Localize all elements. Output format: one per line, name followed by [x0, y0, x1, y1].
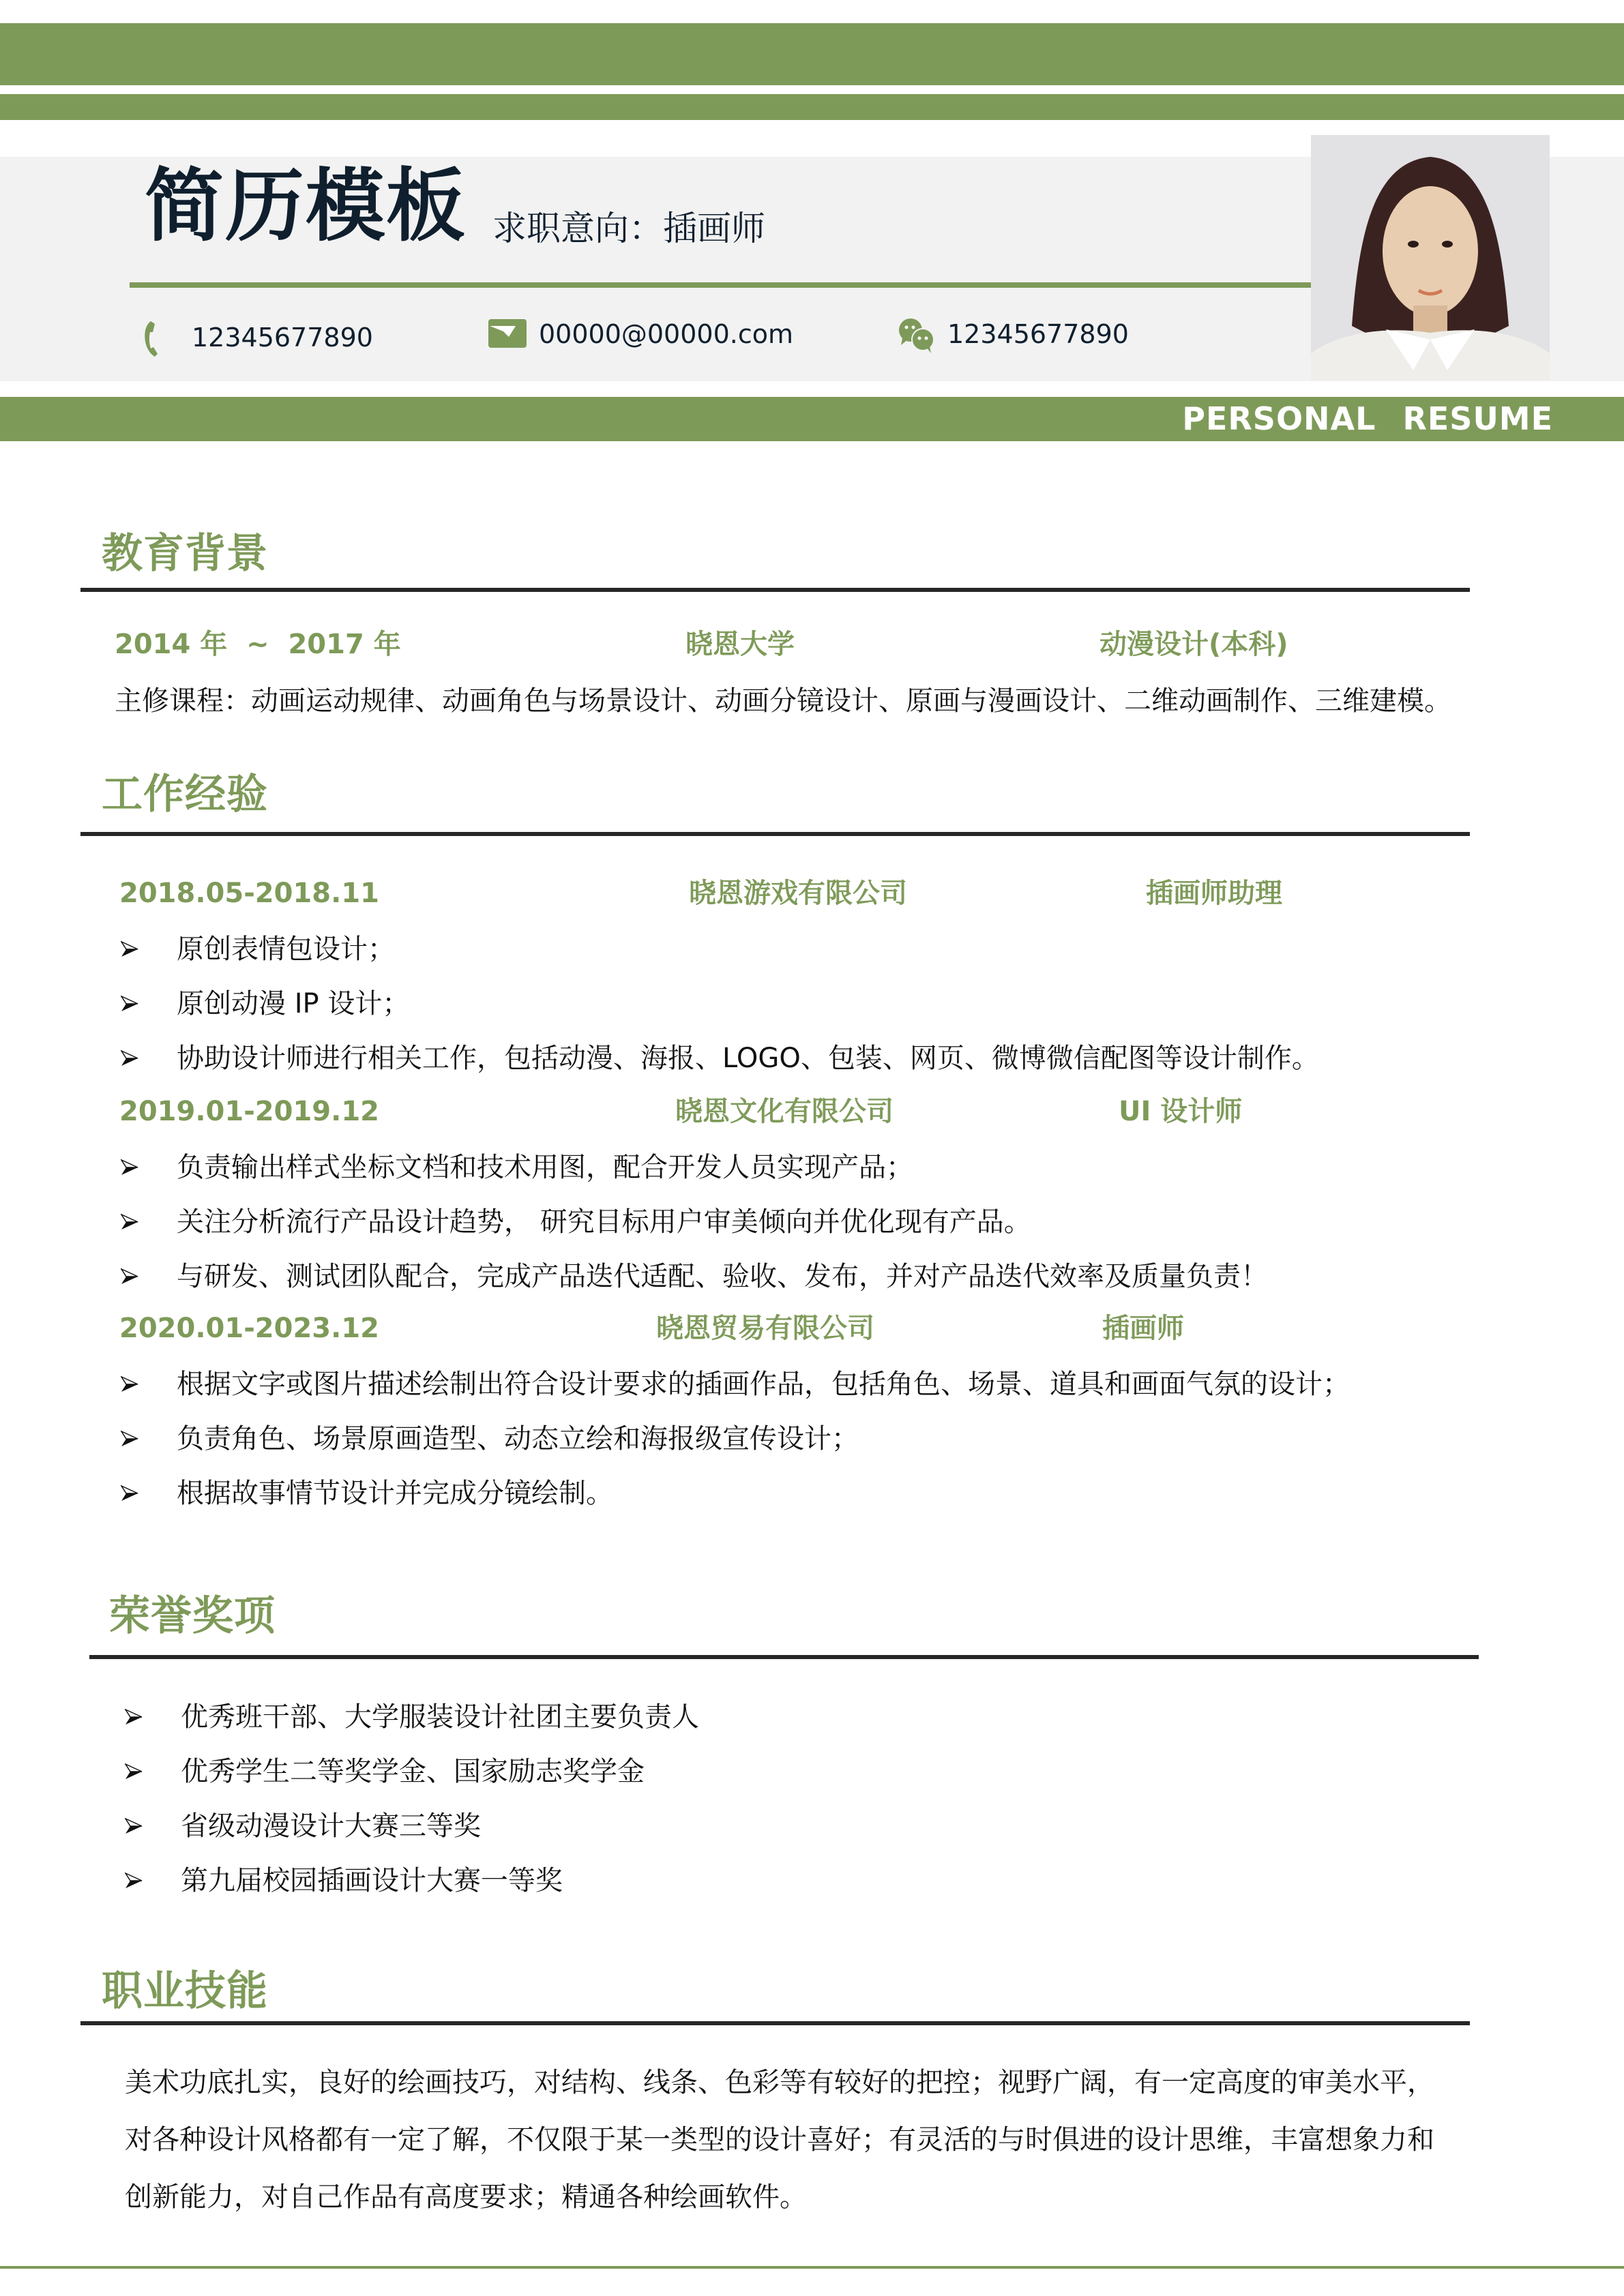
email-address: 00000@00000.com	[539, 319, 794, 349]
arrow-bullet-icon	[121, 1159, 138, 1176]
contact-wechat	[897, 314, 1129, 355]
job-duty: 根据故事情节设计并完成分镜绘制。	[121, 1480, 613, 1507]
job-duty: 关注分析流行产品设计趋势， 研究目标用户审美倾向并优化现有产品。	[121, 1208, 1031, 1236]
job-duty: 原创表情包设计；	[121, 936, 395, 963]
wechat-id: 12345677890	[947, 319, 1129, 349]
arrow-bullet-icon	[121, 1049, 138, 1067]
skills-line: 创新能力，对自己作品有高度要求；精通各种绘画软件。	[125, 2181, 807, 2213]
job-period: 2019.01-2019.12	[119, 1096, 379, 1127]
arrow-bullet-icon	[121, 1213, 138, 1231]
section-rule	[89, 1655, 1479, 1659]
contact-phone	[141, 317, 373, 358]
banner-text: PERSONAL RESUME	[1182, 400, 1553, 437]
job-duty: 与研发、测试团队配合，完成产品迭代适配、验收、发布，并对产品迭代效率及质量负责！	[121, 1263, 1268, 1290]
arrow-bullet-icon	[125, 1817, 143, 1835]
honor-item: 省级动漫设计大赛三等奖	[125, 1813, 481, 1840]
arrow-bullet-icon	[121, 940, 138, 958]
contact-email	[488, 314, 793, 355]
profile-photo	[1311, 135, 1550, 381]
job-role: UI 设计师	[1119, 1096, 1243, 1127]
education-major: 动漫设计(本科)	[1099, 629, 1288, 660]
top-green-bar	[0, 23, 1624, 85]
job-role: 插画师助理	[1146, 878, 1282, 909]
education-courses: 主修课程：动画运动规律、动画角色与场景设计、动画分镜设计、原画与漫画设计、二维动画制作、三维建模。	[115, 685, 1451, 717]
job-company: 晓恩贸易有限公司	[656, 1313, 874, 1344]
arrow-bullet-icon	[121, 1375, 138, 1393]
arrow-bullet-icon	[125, 1763, 143, 1780]
section-title-work: 工作经验	[102, 771, 268, 818]
section-title-skills: 职业技能	[102, 1967, 268, 2015]
job-duty: 协助设计师进行相关工作，包括动漫、海报、LOGO、包装、网页、微博微信配图等设计制作。	[121, 1045, 1319, 1072]
title-underline	[130, 282, 1311, 288]
wechat-icon	[897, 316, 930, 352]
top-green-bar-thin	[0, 94, 1624, 120]
job-duty: 负责角色、场景原画造型、动态立绘和海报级宣传设计；	[121, 1425, 859, 1452]
mail-icon	[488, 316, 521, 352]
phone-icon	[141, 320, 174, 355]
resume-title: 简历模板	[145, 160, 467, 252]
job-duty: 原创动漫 IP 设计；	[121, 990, 409, 1017]
skills-line: 美术功底扎实，良好的绘画技巧，对结构、线条、色彩等有较好的把控；视野广阔，有一定高度的审美水平，	[125, 2067, 1434, 2098]
arrow-bullet-icon	[121, 1485, 138, 1502]
phone-number: 12345677890	[192, 323, 373, 353]
education-school: 晓恩大学	[685, 629, 795, 660]
arrow-bullet-icon	[125, 1872, 143, 1890]
skills-line: 对各种设计风格都有一定了解，不仅限于某一类型的设计喜好；有灵活的与时俱进的设计思维，丰富想象力和	[125, 2124, 1434, 2156]
arrow-bullet-icon	[125, 1708, 143, 1726]
job-duty: 根据文字或图片描述绘制出符合设计要求的插画作品，包括角色、场景、道具和画面气氛的设计；	[121, 1371, 1350, 1398]
job-duty: 负责输出样式坐标文档和技术用图，配合开发人员实现产品；	[121, 1154, 913, 1181]
job-company: 晓恩文化有限公司	[675, 1096, 894, 1127]
job-period: 2018.05-2018.11	[119, 878, 379, 909]
job-objective: 求职意向：插画师	[492, 209, 765, 248]
honor-item: 优秀学生二等奖学金、国家励志奖学金	[125, 1758, 645, 1785]
arrow-bullet-icon	[121, 1268, 138, 1285]
section-title-education: 教育背景	[102, 530, 268, 578]
job-period: 2020.01-2023.12	[119, 1313, 379, 1344]
section-rule	[80, 832, 1470, 836]
section-rule	[80, 2021, 1470, 2025]
honor-item: 优秀班干部、大学服装设计社团主要负责人	[125, 1703, 699, 1731]
education-period: 2014 年 ~ 2017 年	[115, 629, 401, 660]
bottom-green-rule	[0, 2266, 1624, 2269]
section-rule	[80, 588, 1470, 592]
honor-item: 第九届校园插画设计大赛一等奖	[125, 1867, 563, 1894]
job-company: 晓恩游戏有限公司	[689, 878, 907, 909]
arrow-bullet-icon	[121, 995, 138, 1013]
job-role: 插画师	[1102, 1313, 1184, 1344]
section-title-honors: 荣誉奖项	[109, 1592, 276, 1640]
arrow-bullet-icon	[121, 1430, 138, 1448]
skills-paragraph	[125, 2054, 1434, 2226]
